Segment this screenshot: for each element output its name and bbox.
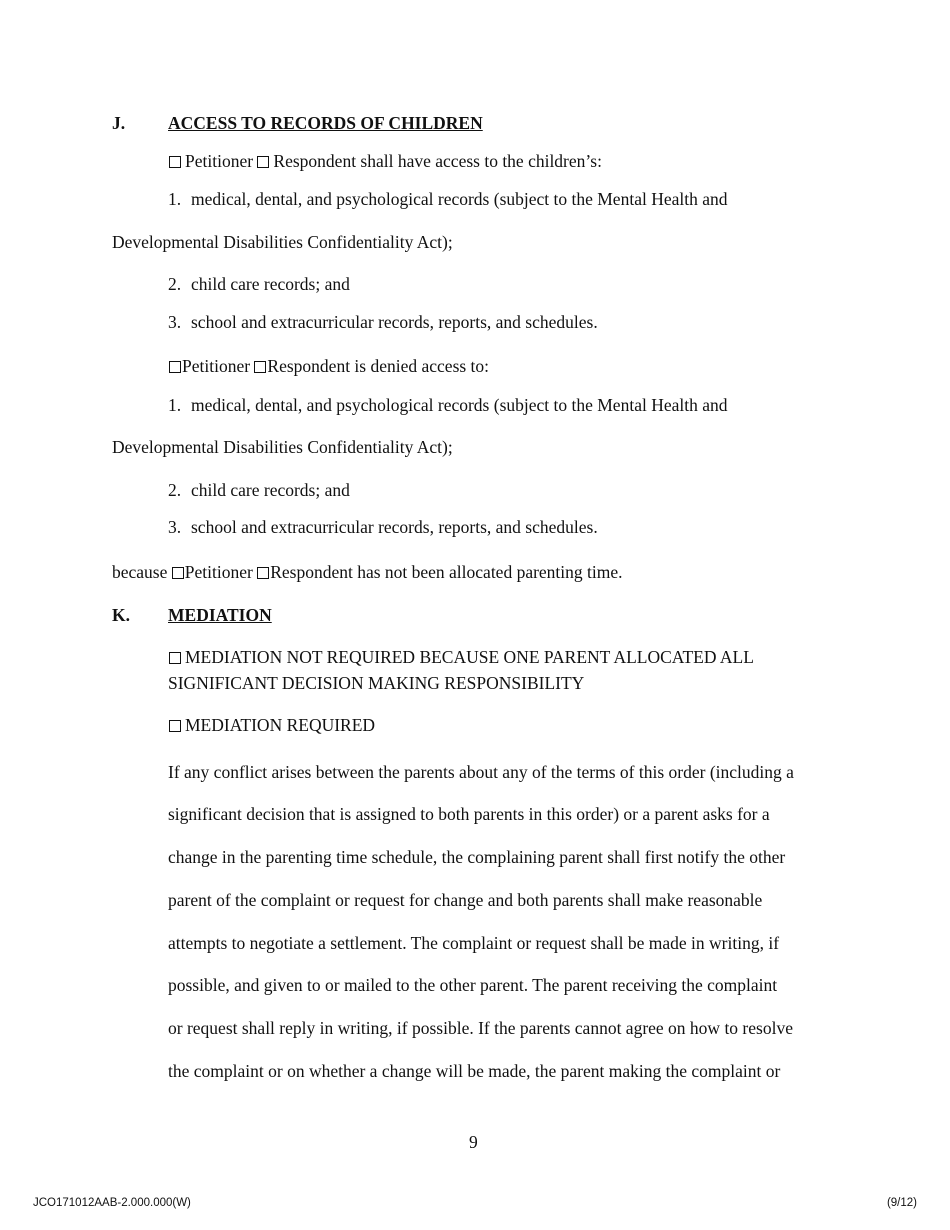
denied-petitioner-label: Petitioner — [182, 356, 251, 376]
because-petitioner-label: Petitioner — [184, 562, 253, 582]
mediation-required-label: MEDIATION REQUIRED — [185, 715, 376, 735]
denied-item-1: 1. medical, dental, and psychological records (subject to the Mental Health and — [168, 395, 728, 415]
respondent-access-checkbox[interactable] — [257, 156, 269, 168]
petitioner-because-checkbox[interactable] — [172, 567, 184, 579]
access-item-2: 2. child care records; and — [168, 274, 350, 294]
paragraph-line: If any conflict arises between the parents about any of the terms of this order (including a — [168, 762, 794, 782]
because-prefix: because — [112, 562, 168, 582]
section-k-heading: MEDIATION — [168, 605, 272, 625]
footer-page-count: (9/12) — [886, 1197, 917, 1209]
access-item-1: 1. medical, dental, and psychological records (subject to the Mental Health and — [168, 189, 728, 209]
section-k-letter: K. — [112, 605, 130, 625]
mediation-not-required-checkbox[interactable] — [169, 652, 181, 664]
access-item-3: 3. school and extracurricular records, reports, and schedules. — [168, 312, 598, 332]
section-j-letter: J. — [112, 113, 126, 133]
denied-item-2: 2. child care records; and — [168, 480, 350, 500]
paragraph-line: parent of the complaint or request for change and both parents shall make reasonable — [168, 890, 763, 910]
because-line — [112, 561, 623, 583]
mediation-required-checkbox[interactable] — [169, 720, 181, 732]
denied-item-1-continued: Developmental Disabilities Confidentiality Act); — [112, 437, 453, 457]
because-respondent-label: Respondent has not been allocated parenting time. — [270, 562, 623, 582]
access-item-1-continued: Developmental Disabilities Confidentiality Act); — [112, 232, 453, 252]
paragraph-line: or request shall reply in writing, if possible. If the parents cannot agree on how to resolve — [168, 1018, 793, 1038]
denied-line — [169, 355, 489, 377]
paragraph-line: significant decision that is assigned to both parents in this order) or a parent asks for a — [168, 804, 770, 824]
mediation-not-required-label-line1: MEDIATION NOT REQUIRED BECAUSE ONE PARENT ALLOCATED ALL — [185, 647, 754, 667]
section-j-heading: ACCESS TO RECORDS OF CHILDREN — [168, 113, 483, 133]
paragraph-line: the complaint or on whether a change will be made, the parent making the complaint or — [168, 1061, 781, 1081]
denied-item-3: 3. school and extracurricular records, reports, and schedules. — [168, 517, 598, 537]
access-line — [169, 150, 602, 172]
petitioner-access-checkbox[interactable] — [169, 156, 181, 168]
mediation-required-option — [169, 714, 375, 736]
mediation-not-required-label-line2: SIGNIFICANT DECISION MAKING RESPONSIBILITY — [168, 673, 585, 693]
respondent-because-checkbox[interactable] — [257, 567, 269, 579]
paragraph-line: change in the parenting time schedule, the complaining parent shall first notify the other — [168, 847, 786, 867]
page-number: 9 — [469, 1132, 478, 1152]
access-petitioner-label: Petitioner — [185, 151, 254, 171]
denied-respondent-label: Respondent is denied access to: — [267, 356, 490, 376]
paragraph-line: possible, and given to or mailed to the other parent. The parent receiving the complaint — [168, 975, 778, 995]
mediation-not-required-option — [169, 646, 754, 668]
footer-doc-code: JCO171012AAB-2.000.000(W) — [33, 1197, 191, 1209]
respondent-denied-checkbox[interactable] — [254, 361, 266, 373]
petitioner-denied-checkbox[interactable] — [169, 361, 181, 373]
paragraph-line: attempts to negotiate a settlement. The complaint or request shall be made in writing, if — [168, 933, 780, 953]
access-respondent-label: Respondent shall have access to the children’s: — [273, 151, 602, 171]
